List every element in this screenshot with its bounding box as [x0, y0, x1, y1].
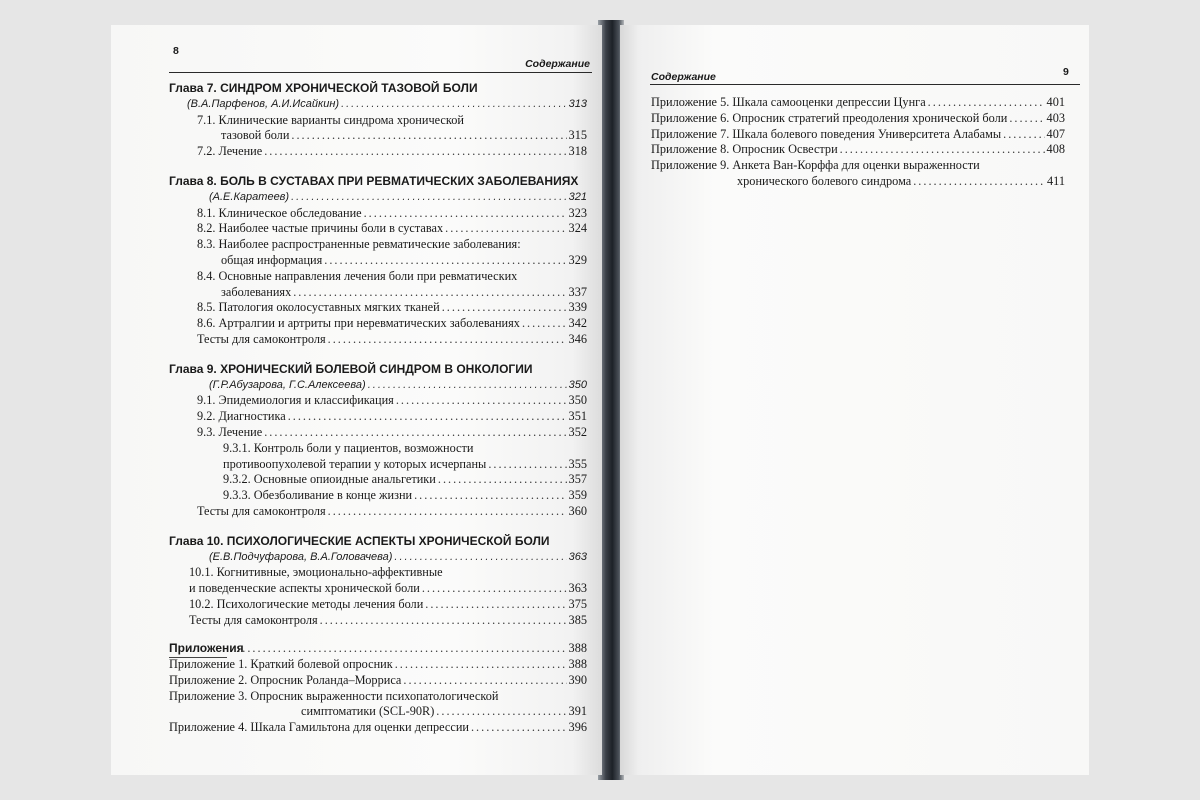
toc-entry[interactable]: 9.1. Эпидемиология и классификация ..... 350 [169, 393, 587, 409]
toc-entry[interactable]: Тесты для самоконтроля ..... 346 [169, 332, 587, 348]
toc-entry[interactable]: 9.3. Лечение ..... 352 [169, 425, 587, 441]
header-rule [650, 84, 1080, 85]
toc-entry[interactable]: 10.2. Психологические методы лечения боли ..... 375 [169, 597, 587, 613]
toc-entry[interactable]: 9.3.2. Основные опиоидные анальгетики ..... 357 [169, 472, 587, 488]
toc-entry[interactable]: (Г.Р.Абузарова, Г.С.Алексеева) ..... 350 [169, 378, 587, 394]
toc-entry[interactable]: ..... 388 [169, 641, 587, 657]
right-running-head: Содержание [651, 71, 716, 83]
toc-entry[interactable]: (А.Е.Каратеев) ..... 321 [169, 190, 587, 206]
chapter-title[interactable]: Глава 7. СИНДРОМ ХРОНИЧЕСКОЙ ТАЗОВОЙ БОЛИ [169, 81, 478, 95]
toc-entry[interactable]: тазовой боли ..... 315 [169, 128, 587, 144]
toc-entry[interactable]: Приложение 3. Опросник выраженности психопатологической [169, 688, 499, 703]
toc-entry[interactable]: Тесты для самоконтроля ..... 385 [169, 613, 587, 629]
toc-entry[interactable]: противоопухолевой терапии у которых исчерпаны ..... 355 [169, 457, 587, 473]
toc-entry[interactable]: и поведенческие аспекты хронической боли ..... 363 [169, 581, 587, 597]
right-page [620, 25, 1089, 775]
toc-entry[interactable]: 10.1. Когнитивные, эмоционально-аффективные [189, 565, 443, 580]
toc-entry[interactable]: (В.А.Парфенов, А.И.Исайкин) ..... 313 [169, 97, 587, 113]
toc-entry[interactable]: 9.3.1. Контроль боли у пациентов, возможности [223, 440, 474, 455]
toc-left [169, 81, 587, 736]
toc-entry[interactable]: Приложение 2. Опросник Роланда–Морриса ..... 390 [169, 673, 587, 689]
appendices-heading[interactable]: Приложения [169, 641, 227, 659]
toc-entry[interactable]: Приложение 8. Опросник Освестри ..... 408 [651, 142, 1065, 158]
toc-entry[interactable]: 8.6. Артралгии и артриты при неревматических заболеваниях ..... 342 [169, 316, 587, 332]
left-page [111, 25, 602, 775]
toc-entry[interactable]: Приложение 1. Краткий болевой опросник ..... 388 [169, 657, 587, 673]
chapter-title[interactable]: Глава 8. БОЛЬ В СУСТАВАХ ПРИ РЕВМАТИЧЕСКИХ ЗАБОЛЕВАНИЯХ [169, 173, 579, 188]
toc-entry[interactable]: (Е.В.Подчуфарова, В.А.Головачева) ..... 363 [169, 550, 587, 566]
toc-entry[interactable]: 7.2. Лечение ..... 318 [169, 144, 587, 160]
toc-entry[interactable]: Приложение 4. Шкала Гамильтона для оценки депрессии ..... 396 [169, 720, 587, 736]
right-page-number: 9 [1063, 66, 1069, 78]
toc-entry[interactable]: Приложение 7. Шкала болевого поведения Университета Алабамы ..... 407 [651, 127, 1065, 143]
chapter-title[interactable]: Глава 10. ПСИХОЛОГИЧЕСКИЕ АСПЕКТЫ ХРОНИЧЕСКОЙ БОЛИ [169, 533, 550, 548]
toc-right [651, 95, 1065, 190]
toc-entry[interactable]: Тесты для самоконтроля ..... 360 [169, 504, 587, 520]
toc-entry[interactable]: общая информация ..... 329 [169, 253, 587, 269]
toc-entry[interactable]: Приложение 9. Анкета Ван-Корффа для оценки выраженности [651, 158, 980, 173]
left-running-head: Содержание [525, 58, 590, 70]
left-page-number: 8 [173, 45, 179, 57]
chapter-title[interactable]: Глава 9. ХРОНИЧЕСКИЙ БОЛЕВОЙ СИНДРОМ В ОНКОЛОГИИ [169, 361, 533, 376]
toc-entry[interactable]: 8.1. Клиническое обследование ..... 323 [169, 206, 587, 222]
toc-entry[interactable]: 8.5. Патология околосуставных мягких тканей ..... 339 [169, 300, 587, 316]
toc-entry[interactable]: 8.2. Наиболее частые причины боли в суставах ..... 324 [169, 221, 587, 237]
toc-entry[interactable]: 7.1. Клинические варианты синдрома хронической [197, 112, 464, 127]
toc-entry[interactable]: Приложение 5. Шкала самооценки депрессии Цунга ..... 401 [651, 95, 1065, 111]
toc-entry[interactable]: хронического болевого синдрома ..... 411 [651, 174, 1065, 190]
toc-entry[interactable]: Приложение 6. Опросник стратегий преодоления хронической боли ..... 403 [651, 111, 1065, 127]
toc-entry[interactable]: 9.3.3. Обезболивание в конце жизни ..... 359 [169, 488, 587, 504]
toc-entry[interactable]: симптоматики (SCL-90R) ..... 391 [169, 704, 587, 720]
toc-entry[interactable]: 9.2. Диагностика ..... 351 [169, 409, 587, 425]
toc-entry[interactable]: заболеваниях ..... 337 [169, 285, 587, 301]
toc-entry[interactable]: 8.3. Наиболее распространенные ревматические заболевания: [197, 237, 521, 252]
toc-entry[interactable]: 8.4. Основные направления лечения боли при ревматических [197, 268, 518, 283]
header-rule [169, 72, 592, 73]
